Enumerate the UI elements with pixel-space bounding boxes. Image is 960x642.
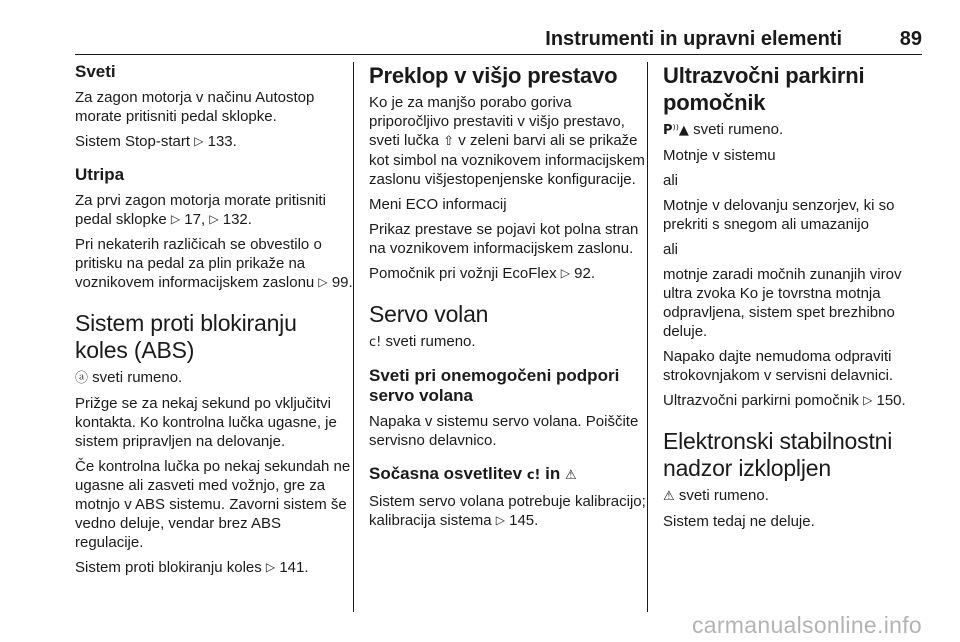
arrow-ref-icon[interactable]: ▷ [209, 212, 219, 226]
paragraph: Meni ECO informacij [369, 196, 507, 213]
paragraph: Ultrazvočni parkirni pomočnik ▷ 150. [663, 392, 906, 409]
ref-link[interactable]: 145. [504, 512, 539, 529]
subsection-heading: Sočasna osvetlitev c! in ⚠ [369, 464, 647, 486]
page-header [0, 0, 960, 55]
paragraph: Sistem tedaj ne deluje. [663, 513, 815, 530]
paragraph: Za zagon motorja v načinu Autostop morate pritisniti pedal sklopke. [75, 89, 315, 125]
parking-assist-icon: P⁾⁾▲ [663, 123, 689, 138]
section-heading-esp: Elektronski stabilnostni nadzor izklopljen [663, 428, 893, 481]
paragraph: Napaka v sistemu servo volana. Poiščite servisno delavnico. [369, 413, 639, 449]
paragraph-ref: Sistem Stop-start ▷ 133. [75, 133, 237, 150]
arrow-ref-icon[interactable]: ▷ [318, 275, 328, 289]
section-heading-utripa: Utripa [75, 165, 125, 184]
page-number: 89 [899, 28, 922, 50]
paragraph: Sistem servo volana potrebuje kalibracijo; kalibracija sistema ▷ 145. [369, 493, 646, 529]
paragraph: Prikaz prestave se pojavi kot polna stran na voznikovem informacijskem zaslonu. [369, 221, 639, 257]
paragraph: Motnje v sistemu [663, 147, 776, 164]
ref-link[interactable]: 132. [218, 211, 252, 228]
arrow-ref-icon[interactable]: ▷ [863, 393, 873, 407]
steering-warning-icon: c! [526, 468, 541, 483]
section-heading-abs: Sistem proti blokiranju koles (ABS) [75, 310, 297, 363]
paragraph: P⁾⁾▲ sveti rumeno. [663, 121, 784, 138]
paragraph: c! sveti rumeno. [369, 333, 476, 350]
paragraph: Ko je za manjšo porabo goriva priporočljivo prestaviti v višjo prestavo, sveti lučka ⇧ v zeleni barvi ali se prikaže kot simbol na voznikovem informacijskem zaslonu višjestopenjenske konfiguracije. [369, 94, 645, 188]
arrow-ref-icon[interactable]: ▷ [265, 560, 276, 574]
section-heading-sveti: Sveti [75, 62, 116, 81]
arrow-ref-icon[interactable]: ▷ [560, 266, 570, 280]
paragraph: ⓐ sveti rumeno. [75, 369, 183, 386]
esp-off-icon: ⚠ [663, 489, 675, 504]
column-1 [75, 62, 353, 583]
paragraph: ⚠ sveti rumeno. [663, 487, 769, 504]
upshift-arrow-icon: ⇧ [443, 134, 455, 149]
ref-link[interactable]: 99. [327, 274, 353, 291]
esp-off-icon: ⚠ [565, 468, 577, 483]
column-divider [353, 62, 354, 612]
paragraph: Pomočnik pri vožnji EcoFlex ▷ 92. [369, 265, 595, 282]
paragraph: Prižge se za nekaj sekund po vključitvi kontakta. Ko kontrolna lučka ugasne, je sistem pripravljen na delovanje. [75, 395, 337, 450]
section-heading-preklop: Preklop v višjo prestavo [369, 63, 618, 88]
section-heading-servo: Servo volan [369, 301, 489, 327]
header-divider [75, 54, 922, 55]
paragraph: ali [663, 241, 679, 258]
column-3 [663, 62, 933, 537]
arrow-ref-icon[interactable]: ▷ [495, 513, 505, 527]
paragraph: ali [663, 172, 679, 189]
watermark: carmanualsonline.info [691, 612, 922, 638]
ref-link[interactable]: 141. [275, 559, 309, 576]
ref-link[interactable]: 133. [203, 133, 237, 150]
column-2 [369, 62, 647, 536]
paragraph: Motnje v delovanju senzorjev, ki so prekriti s snegom ali umazanijo [663, 197, 895, 233]
paragraph: Sistem proti blokiranju koles ▷ 141. [75, 559, 309, 576]
ref-link[interactable]: 17, [180, 211, 210, 228]
arrow-ref-icon[interactable]: ▷ [194, 134, 204, 148]
ref-link[interactable]: 92. [569, 265, 595, 282]
paragraph: motnje zaradi močnih zunanjih virov ultra zvoka Ko je tovrstna motnja odpravljena, sistem spet brezhibno deluje. [663, 266, 902, 340]
header-title: Instrumenti in upravni elementi [545, 28, 842, 50]
paragraph: Če kontrolna lučka po nekaj sekundah ne ugasne ali zasveti med vožnjo, gre za motnjo v ABS sistemu. Zavorni sistem še vedno deluje, vendar brez ABS regulacije. [75, 458, 351, 551]
paragraph: Napako dajte nemudoma odpraviti strokovnjakom v servisni delavnici. [663, 348, 894, 384]
steering-warning-icon: c! [369, 335, 382, 350]
paragraph: Za prvi zagon motorja morate pritisniti pedal sklopke ▷ 17, ▷ 132. [75, 192, 326, 228]
section-heading-park: Ultrazvočni parkirni pomočnik [663, 63, 865, 115]
ref-link[interactable]: 150. [872, 392, 906, 409]
arrow-ref-icon[interactable]: ▷ [170, 212, 181, 226]
paragraph: Pri nekaterih različicah se obvestilo o pritisku na pedal za plin prikaže na voznikovem informacijskem zaslonu ▷ 99. [75, 236, 353, 291]
subsection-heading: Sveti pri onemogočeni podpori servo volana [369, 366, 620, 405]
column-divider [647, 62, 648, 612]
abs-warning-icon: ⓐ [75, 371, 89, 386]
